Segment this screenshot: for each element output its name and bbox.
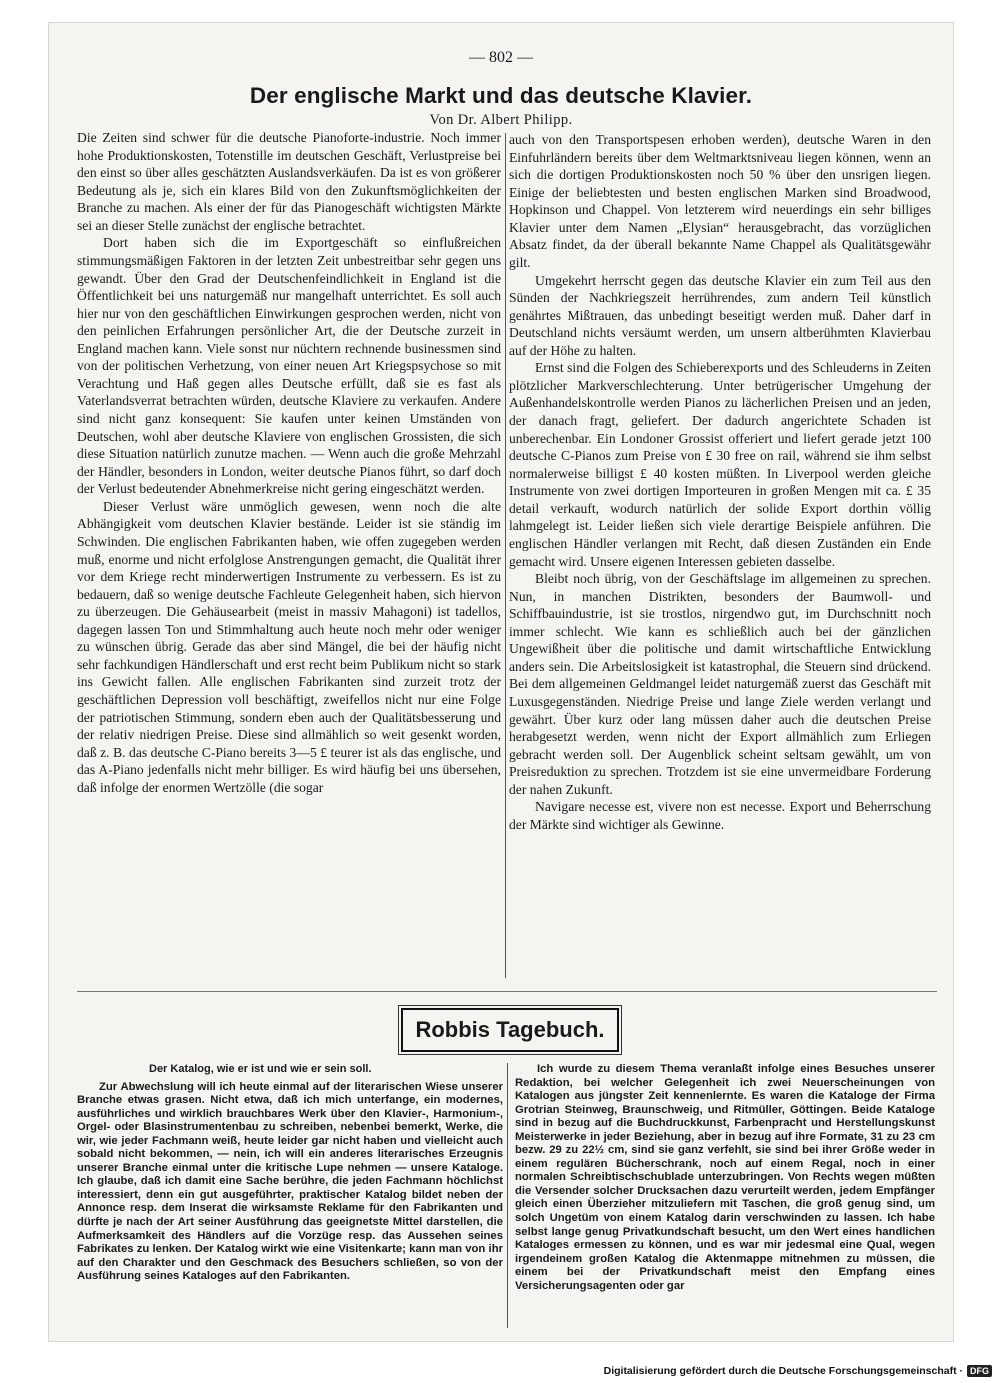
article-column-left [77, 129, 501, 979]
diary-column-left [77, 1063, 503, 1323]
diary-subhead: Der Katalog, wie er ist und wie er sein soll. [149, 1063, 372, 1075]
paragraph: auch von den Transportspesen erhoben werden), deutsche Waren in den Einfuhrländern bereits über dem Weltmarktsniveau liegen können, wenn an sich die dortigen Produktionskosten noch 50 % über den unsrigen liegen. Einige der beliebtesten und besten englischen Marken sind Broadwood, Hopkinson und Chappel. Von letzterem wird neuerdings ein sehr billiges Klavier unter dem Namen „Elysian“ herausgebracht, das vorzüglichen Absatz findet, da der überall bekannte Name Chappel als Qualitätsgewähr gilt. [509, 132, 931, 270]
dfg-logo: DFG [967, 1365, 992, 1377]
paragraph: Die Zeiten sind schwer für die deutsche Pianoforte-industrie. Noch immer hohe Produktionskosten, Totenstille im deutschen Geschäft, Verlustpreise bei den einst so über alles geschätzten Auslandsverkäufen. Da ist es von größerer Bedeutung als je, sich ein klares Bild von den Zukunftsmöglichkeiten der Branche zu machen. Als einer der für das Pianogeschäft wichtigsten Märkte sei an dieser Stelle zunächst der englische betrachtet. [77, 130, 501, 233]
paragraph: Ernst sind die Folgen des Schieberexports und des Schleuderns in Zeiten plötzlicher Markverschlechterung. Unter betrügerischer Umgehung der Außenhandelskontrolle werden Pianos zu lächerlichen Preisen und an jeden, der danach fragt, geliefert. Der dadurch angerichtete Schaden ist unberechenbar. Ein Londoner Grossist offeriert und liefert gerade jetzt 100 deutsche C-Pianos zum Preise von £ 30 free on rail, während sie ihm selbst normalerweise billigst £ 40 kosten müßten. In Liverpool werden gleiche Instrumente von zwei dortigen Importeuren in großen Mengen mit ca. £ 35 detail verkauft, wodurch natürlich der solide Export dorthin völlig lahmgelegt ist. Leider ließen sich viele derartige Beispiele anführen. Die englischen Händler verlangen mit Recht, daß diesen Zuständen ein Ende gemacht wird. Unsere eigenen Interessen gebieten dasselbe. [509, 360, 931, 569]
article-title: Der englische Markt und das deutsche Klavier. [249, 83, 753, 108]
article-column-right [509, 131, 931, 981]
section-divider [77, 991, 937, 992]
paragraph: Navigare necesse est, vivere non est necesse. Export und Beherrschung der Märkte sind wichtiger als Gewinne. [509, 799, 931, 832]
column-heading: Robbis Tagebuch. [401, 1008, 619, 1052]
footer-text: Digitalisierung gefördert durch die Deutsche Forschungsgemeinschaft · [603, 1365, 963, 1377]
paragraph: Dieser Verlust wäre unmöglich gewesen, wenn noch die alte Abhängigkeit vom deutschen Klavier bestände. Leider ist sie ständig im Schwinden. Die englischen Fabrikanten haben, wie offen zugegeben werden muß, enorme und nicht erfolglose Anstrengungen gemacht, die Qualität ihrer vor dem Kriege recht minderwertigen Instrumente zu verbessern. Es ist zu bedauern, daß so wenige deutsche Fachleute Gelegenheit haben, sich hiervon zu überzeugen. Die Gehäusearbeit (meist in massiv Mahagoni) ist tadellos, dagegen lassen Ton und Stimmhaltung auch heute noch mehr oder weniger zu wünschen übrig. Gerade das aber sind Mängel, die bei der häufig nicht sehr fachkundigen Händlerschaft und erst recht beim Publikum nicht so stark ins Gewicht fallen. Alle englischen Fabrikanten sind zurzeit trotz der geschäftlichen Depression voll beschäftigt, zweifellos nicht nur eine Folge der patriotischen Stimmung, sondern eben auch der Qualitätsbesserung und der relativ niedrigen Preise. Diese sind allmählich so weit gesenkt worden, daß z. B. das deutsche C-Piano bereits 3—5 £ teurer ist als das englische, und das A-Piano jedenfalls nicht mehr billiger. Es wird häufig bei uns übersehen, daß infolge der enormen Wertzölle (die sogar [77, 498, 501, 795]
paragraph: Umgekehrt herrscht gegen das deutsche Klavier ein zum Teil aus den Sünden der Nachkriegszeit herrührendes, zum andern Teil künstlich genährtes Mißtrauen, das unbedingt beseitigt werden muß. Daher darf in Deutschland nichts versäumt werden, um unsern altberühmten Klavierbau auf der Höhe zu halten. [509, 272, 931, 358]
paragraph: Ich wurde zu diesem Thema veranlaßt infolge eines Besuches unserer Redaktion, bei welcher Gelegenheit ich zwei Neuerscheinungen von Katalogen aus jüngster Zeit kennenlernte. Es waren die Kataloge der Firma Grotrian Steinweg, Braunschweig, und Ritmüller, Göttingen. Beide Kataloge sind in bezug auf die Buchdruckkunst, Farbenpracht und Herstellungskunst Meisterwerke in jeder Beziehung, aber in bezug auf ihre Formate, 31 zu 23 cm bezw. 29 zu 22½ cm, sind sie ganz verfehlt, sie sind bei ihrer Größe weder in einem regulären Bücherschrank, noch auf einem Regal, noch in einer normalen Schreibtischschublade unterzubringen. Von Rechts wegen müßten die Versender solcher Drucksachen dazu verurteilt werden, jedem Empfänger gleich einen Überzieher mitzuliefern mit Taschen, die groß genug sind, um solch Ungetüm von einem Katalog darin verschwinden zu lassen. Ich habe selbst lange genug Privatkundschaft besucht, um den Wert eines handlichen Kataloges ermessen zu können, und es war mir jedesmal eine Qual, wegen irgendeinem großen Katalog die Aktenmappe mitnehmen zu müssen, die einem bei der Privatkundschaft meist den Empfang eines Versicherungsagenten oder gar [515, 1063, 935, 1292]
article-author: Von Dr. Albert Philipp. [429, 112, 573, 128]
paragraph: Bleibt noch übrig, von der Geschäftslage im allgemeinen zu sprechen. Nun, in manchen Distrikten, besonders der Baumwoll- und Schiffbauindustrie, ist sie trostlos, nirgendwo gut, im Durchschnitt noch immer schlecht. Wie kann es schließlich auch bei der gänzlichen Ungewißheit über die politische und damit wirtschaftliche Entwicklung anders sein. Die Arbeitslosigkeit ist katastrophal, die Steuern sind drückend. Bei dem allgemeinen Geldmangel leidet naturgemäß zuerst das Geschäft mit Luxusgegenständen. Niedrige Preise und lange Ziele werden verlangt und gewährt. Über kurz oder lang müssen daher auch die deutschen Preise herabgesetzt werden, wenn nicht der Export allmählich zum Erliegen gebracht werden soll. Der Augenblick scheint seltsam gewählt, um von Preisreduktion zu sprechen. Trotzdem ist sie eine unvermeidbare Forderung der nahen Zukunft. [509, 571, 931, 797]
diary-column-right [515, 1063, 935, 1333]
paragraph: Zur Abwechslung will ich heute einmal auf der literarischen Wiese unserer Branche etwas grasen. Nicht etwa, daß ich mich unterfange, ein modernes, ausführliches und wirklich brauchbares Werk über den Klavier-, Harmonium-, Orgel- oder Blasinstrumentenbau zu schreiben, nebenbei bemerkt, Werke, die wir, wie jeder Fachmann weiß, heute leider gar nicht haben und vielleicht auch sobald nicht bekommen, — nein, ich will ein anderes literarisches Erzeugnis unserer Branche einmal unter die kritische Lupe nehmen — unsere Kataloge. Ich glaube, daß ich damit eine Sache berühre, die jeden Fachmann höchlichst interessiert, denn ein gut ausgeführter, praktischer Katalog bildet neben der Annonce resp. dem Inserat die wirksamste Reklame für den Fabrikanten und dürfte je nach der Art seiner Ausführung das geeignetste Mittel darstellen, die Aufmerksamkeit des Händlers auf die Vorzüge resp. das Aussehen seines Fabrikates zu lenken. Der Katalog wirkt wie eine Visitenkarte; kann man von ihr auf den Charakter und den Geschmack des Besuchers schließen, so von der Ausführung seines Kataloges auf den Fabrikanten. [77, 1080, 503, 1283]
column-divider [505, 133, 506, 978]
footer-credit [604, 1365, 992, 1377]
paragraph: Dort haben sich die im Exportgeschäft so einflußreichen stimmungsmäßigen Faktoren in der letzten Zeit unbestreitbar sehr gegen uns gewandt. Über den Grad der Deutschenfeindlichkeit in England ist die Öffentlichkeit bei uns naturgemäß nur mangelhaft unterrichtet. Es soll auch hier nur von den geschäftlichen Einwirkungen gesprochen werden, nicht von den peinlichen Erfahrungen persönlicher Art, die der Deutsche zurzeit in England machen kann. Viele sonst nur nüchtern rechnende businessmen sind von der politischen Verhetzung, von einer neuen Art Kriegspsychose so mit Verachtung und Haß gegen alles Deutsche erfüllt, daß sie es fast als Vaterlandsverrat betrachten würden, deutsche Klaviere zu verkaufen. Andere sind nicht ganz konsequent: Sie kaufen unter keinen Umständen von Deutschen, wohl aber deutsche Klaviere von englischen Grossisten, die sich diese Situation natürlich zunutze machen. — Wenn auch die große Mehrzahl der Händler, besonders in London, weiter deutsche Pianos führt, so darf doch der Verlust bedeutender Abnehmerkreise nicht gering eingeschätzt werden. [77, 235, 501, 497]
page-number: — 802 — [469, 49, 533, 66]
column-divider [507, 1063, 508, 1328]
newspaper-page [48, 22, 954, 1342]
